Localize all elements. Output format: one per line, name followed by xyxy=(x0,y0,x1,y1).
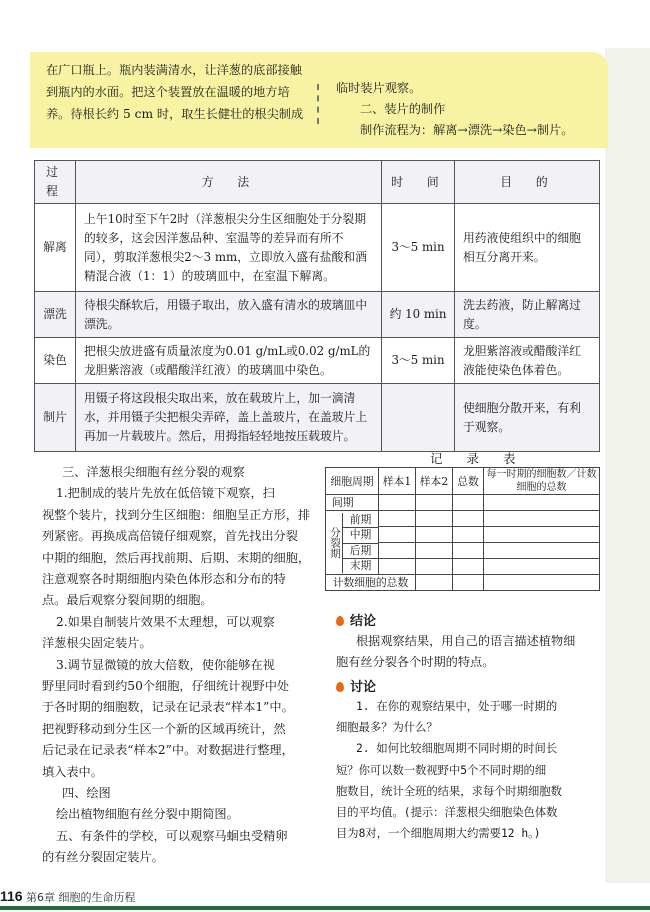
top-left-line: 在广口瓶上。瓶内装满清水，让洋葱的底部接触 xyxy=(46,63,302,77)
drop-icon xyxy=(336,682,344,692)
drop-icon xyxy=(336,616,344,626)
purpose-cell: 用药液使组织中的细胞相互分离开来。 xyxy=(455,204,600,292)
body-line: 后记录在记录表“样本2”中。对数据进行整理， xyxy=(42,743,294,758)
time-cell: 3～5 min xyxy=(382,204,455,292)
record-header: 每一时期的细胞数／计数细胞的总数 xyxy=(484,468,600,495)
step-cell: 制片 xyxy=(35,384,76,452)
discussion-line: 1. 在你的观察结果中，处于哪一时期的 xyxy=(356,700,558,713)
process-table xyxy=(34,160,600,452)
body-line: 于各时期的细胞数，记录在记录表“样本1”中。 xyxy=(42,700,294,715)
record-header: 细胞周期 xyxy=(326,468,379,495)
step-cell: 解离 xyxy=(35,204,76,292)
purpose-cell: 使细胞分散开来，有利于观察。 xyxy=(455,384,600,452)
body-line: 三、洋葱根尖细胞有丝分裂的观察 xyxy=(62,465,245,479)
body-line: 绘出植物细胞有丝分裂中期简图。 xyxy=(56,807,239,822)
time-cell: 3～5 min xyxy=(382,338,455,384)
chapter-title: 第6章 细胞的生命历程 xyxy=(26,891,136,904)
body-line: 五、有条件的学校，可以观察马蛔虫受精卵 xyxy=(56,828,288,843)
method-cell: 上午10时至下午2时（洋葱根尖分生区细胞处于分裂期的较多，这会因洋葱品种、室温等的差异而有所不同），剪取洋葱根尖2～3 mm，立即放入盛有盐酸和酒精混合液（1：1）的玻璃皿中，在室温下解离。 xyxy=(76,204,382,292)
discussion-heading: 讨论 xyxy=(336,676,376,695)
body-line: 3.调节显微镜的放大倍数，使你能够在视 xyxy=(56,657,275,672)
table-header: 过 程 xyxy=(35,161,76,204)
purpose-cell: 龙胆紫溶液或醋酸洋红液能使染色体着色。 xyxy=(455,338,600,384)
footer-rule xyxy=(0,906,650,910)
discussion-line: 2. 如何比较细胞周期不同时期的时间长 xyxy=(356,742,558,756)
record-header: 总数 xyxy=(453,468,484,495)
record-table xyxy=(325,467,600,591)
discussion-line: 目的平均值。(提示：洋葱根尖细胞染色体数 xyxy=(336,806,558,819)
column-divider xyxy=(317,84,319,124)
table-header: 目 的 xyxy=(455,161,600,204)
top-right-line: 临时装片观察。 xyxy=(336,81,422,95)
body-line: 填入表中。 xyxy=(42,764,103,779)
body-line: 四、绘图 xyxy=(62,786,111,800)
body-line: 视整个装片，找到分生区细胞：细胞呈正方形，排 xyxy=(42,507,311,522)
discussion-line: 细胞最多？为什么？ xyxy=(336,721,438,735)
method-cell: 把根尖放进盛有质量浓度为0.01 g/mL或0.02 g/mL的龙胆紫溶液（或醋酸洋红液）的玻璃皿中染色。 xyxy=(76,338,382,384)
top-left-line: 到瓶内的水面。把这个装置放在温暖的地方培 xyxy=(46,85,290,99)
record-header: 样本2 xyxy=(416,468,453,495)
body-line: 点。最后观察分裂间期的细胞。 xyxy=(42,593,213,608)
section-heading: 二、装片的制作 xyxy=(360,102,446,116)
body-line: 的有丝分裂固定装片。 xyxy=(42,850,164,865)
body-line: 野里同时看到约50个细胞，仔细统计视野中处 xyxy=(42,679,290,693)
conclusion-line: 胞有丝分裂各个时期的特点。 xyxy=(336,655,495,669)
body-line: 洋葱根尖固定装片。 xyxy=(42,636,152,651)
page-number: 116 xyxy=(0,888,23,904)
discussion-line: 胞数目，统计全班的结果，求每个时期细胞数 xyxy=(336,784,562,798)
top-left-line: 养。待根长约 5 cm 时，取生长健壮的根尖制成 xyxy=(46,107,304,121)
page-edge-tab xyxy=(605,48,650,883)
body-line: 注意观察各时期细胞内染色体形态和分布的特 xyxy=(42,572,286,586)
process-flow: 制作流程为：解离→漂洗→染色→制片。 xyxy=(360,123,574,137)
body-line: 列紧密。再换成高倍镜仔细观察，首先找出分裂 xyxy=(42,529,298,544)
phase-label: 后期 xyxy=(343,544,378,559)
conclusion-heading: 结论 xyxy=(336,610,376,629)
table-header: 时 间 xyxy=(382,161,455,204)
body-line: 中期的细胞，然后再找前期、后期、末期的细胞， xyxy=(42,550,311,565)
mitosis-label: 分裂期 xyxy=(326,513,343,573)
method-cell: 用镊子将这段根尖取出来，放在载玻片上，加一滴清水，并用镊子尖把根尖弄碎，盖上盖玻片，在盖玻片上再加一片载玻片。然后，用拇指轻轻地按压载玻片。 xyxy=(76,384,382,452)
step-cell: 染色 xyxy=(35,338,76,384)
table-header: 方 法 xyxy=(76,161,382,204)
body-line: 把视野移动到分生区一个新的区域再统计，然 xyxy=(42,721,286,736)
discussion-line: 目为8对，一个细胞周期大约需要12 h。) xyxy=(336,827,541,841)
phase-label: 前期 xyxy=(343,513,378,529)
phase-label: 中期 xyxy=(343,528,378,544)
time-cell: 约 10 min xyxy=(382,292,455,338)
discussion-line: 短？你可以数一数视野中5个不同时期的细 xyxy=(336,763,547,777)
body-line: 1.把制成的装片先放在低倍镜下观察，扫 xyxy=(56,486,275,501)
purpose-cell: 洗去药液，防止解离过度。 xyxy=(455,292,600,338)
time-cell xyxy=(382,384,455,452)
interphase-label: 间期 xyxy=(326,495,379,511)
record-header: 样本1 xyxy=(379,468,416,495)
body-line: 2.如果自制装片效果不太理想，可以观察 xyxy=(56,614,275,629)
total-label: 计数细胞的总数 xyxy=(326,575,416,591)
conclusion-line: 根据观察结果，用自己的语言描述植物细 xyxy=(356,634,576,648)
step-cell: 漂洗 xyxy=(35,292,76,338)
record-table-title: 记 录 表 xyxy=(430,451,526,466)
phase-label: 末期 xyxy=(349,558,372,572)
method-cell: 待根尖酥软后，用镊子取出，放入盛有清水的玻璃皿中漂洗。 xyxy=(76,292,382,338)
